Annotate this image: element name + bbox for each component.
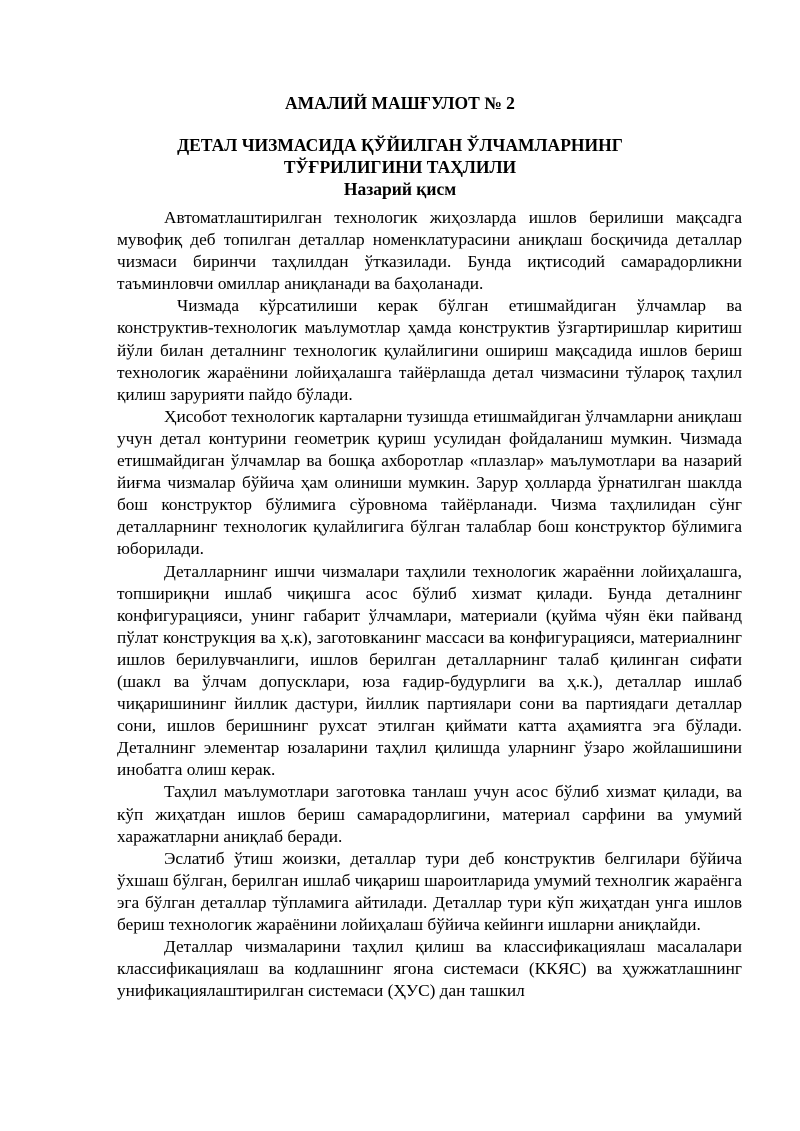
subtitle-line-1: ДЕТАЛ ЧИЗМАСИДА ҚЎЙИЛГАН ЎЛЧАМЛАРНИНГ (177, 135, 623, 155)
page-title: АМАЛИЙ МАШҒУЛОТ № 2 (285, 93, 515, 113)
section-heading: Назарий қисм (343, 179, 457, 199)
paragraph-2: Чизмада кўрсатилиши керак бўлган етишмайдиган ўлчамлар ва конструктив-технологик маълумотлар ҳамда конструктив ўзгартиришлар киритиш йўли билан деталнинг технологик қулайлигини ошириш мақсадида ишлов бериш технологик жараёнини лойиҳалашга тайёрлашда детал чизмасини тўлароқ таҳлил қилиш зарурияти пайдо бўлади. (117, 296, 742, 404)
paragraph-5: Таҳлил маълумотлари заготовка танлаш учун асос бўлиб хизмат қилади, ва кўп жиҳатдан ишлов бериш самарадорлигини, материал сарфини ва умумий харажатларни аниқлаб беради. (117, 782, 742, 846)
paragraph-6: Эслатиб ўтиш жоизки, деталлар тури деб конструктив белгилари бўйича ўхшаш бўлган, берилган ишлаб чиқариш шароитларида умумий технолгик жараёнга эга бўлган деталлар тўпламига айтилади. Деталлар тури кўп жиҳатдан унга ишлов бериш технологик жараёнини лойиҳалаш бўйича кейинги ишларни аниқлайди. (117, 848, 742, 934)
paragraph-3: Ҳисобот технологик карталарни тузишда етишмайдиган ўлчамларни аниқлаш учун детал контурини геометрик қуриш усулидан фойдаланиш мумкин. Чизмада етишмайдиган ўлчамлар ва бошқа ахборотлар «плазлар» маълумотлари ва назарий йиғма чизмалар бўйича ҳам олиниши мумкин. Зарур ҳолларда ўрнатилган шаклда бош конструктор бўлимига сўровнома тайёрланади. Чизма таҳлилидан сўнг деталларнинг технологик қулайлигига бўлган талаблар бош конструктор бўлимига юборилади. (117, 406, 742, 559)
paragraph-1: Автоматлаштирилган технологик жиҳозларда ишлов берилиши мақсадга мувофиқ деб топилган деталлар номенклатурасини аниқлаш босқичида деталлар чизмаси биринчи таҳлилдан ўтказилади. Бунда иқтисодий самарадорликни таъминловчи омиллар аниқланади ва баҳоланади. (117, 208, 742, 294)
body-text (117, 207, 742, 1002)
subtitle-line-2: ТЎҒРИЛИГИНИ ТАҲЛИЛИ (283, 157, 517, 177)
paragraph-7: Деталлар чизмаларини таҳлил қилиш ва классификациялаш масалалари классификациялаш ва кодлашнинг ягона системаси (ККЯС) ва ҳужжатлашнинг унификациялаштирилган системаси (ҲУС) дан ташкил (117, 937, 742, 1001)
paragraph-4: Деталларнинг ишчи чизмалари таҳлили технологик жараённи лойиҳалашга, топшириқни ишлаб чиқишга асос бўлиб хизмат қилади. Бунда деталнинг конфигурацияси, унинг габарит ўлчамлари, материали (қуйма чўян ёки пайванд пўлат конструкция ва ҳ.к), заготовканинг массаси ва конфигурацияси, материалнинг ишлов берилувчанлиги, ишлов берилган деталларнинг талаб қилинган сифати (шакл ва ўлчам допусклари, юза ғадир-будурлиги ва ҳ.к.), деталлар ишлаб чиқаришининг йиллик дастури, йиллик партиялари сони ва партиядаги деталлар сони, ишлов беришнинг рухсат этилган қиймати катта аҳамиятга эга бўлади. Деталнинг элементар юзаларини таҳлил қилишда уларнинг ўзаро жойлашишини инобатга олиш керак. (117, 561, 742, 780)
